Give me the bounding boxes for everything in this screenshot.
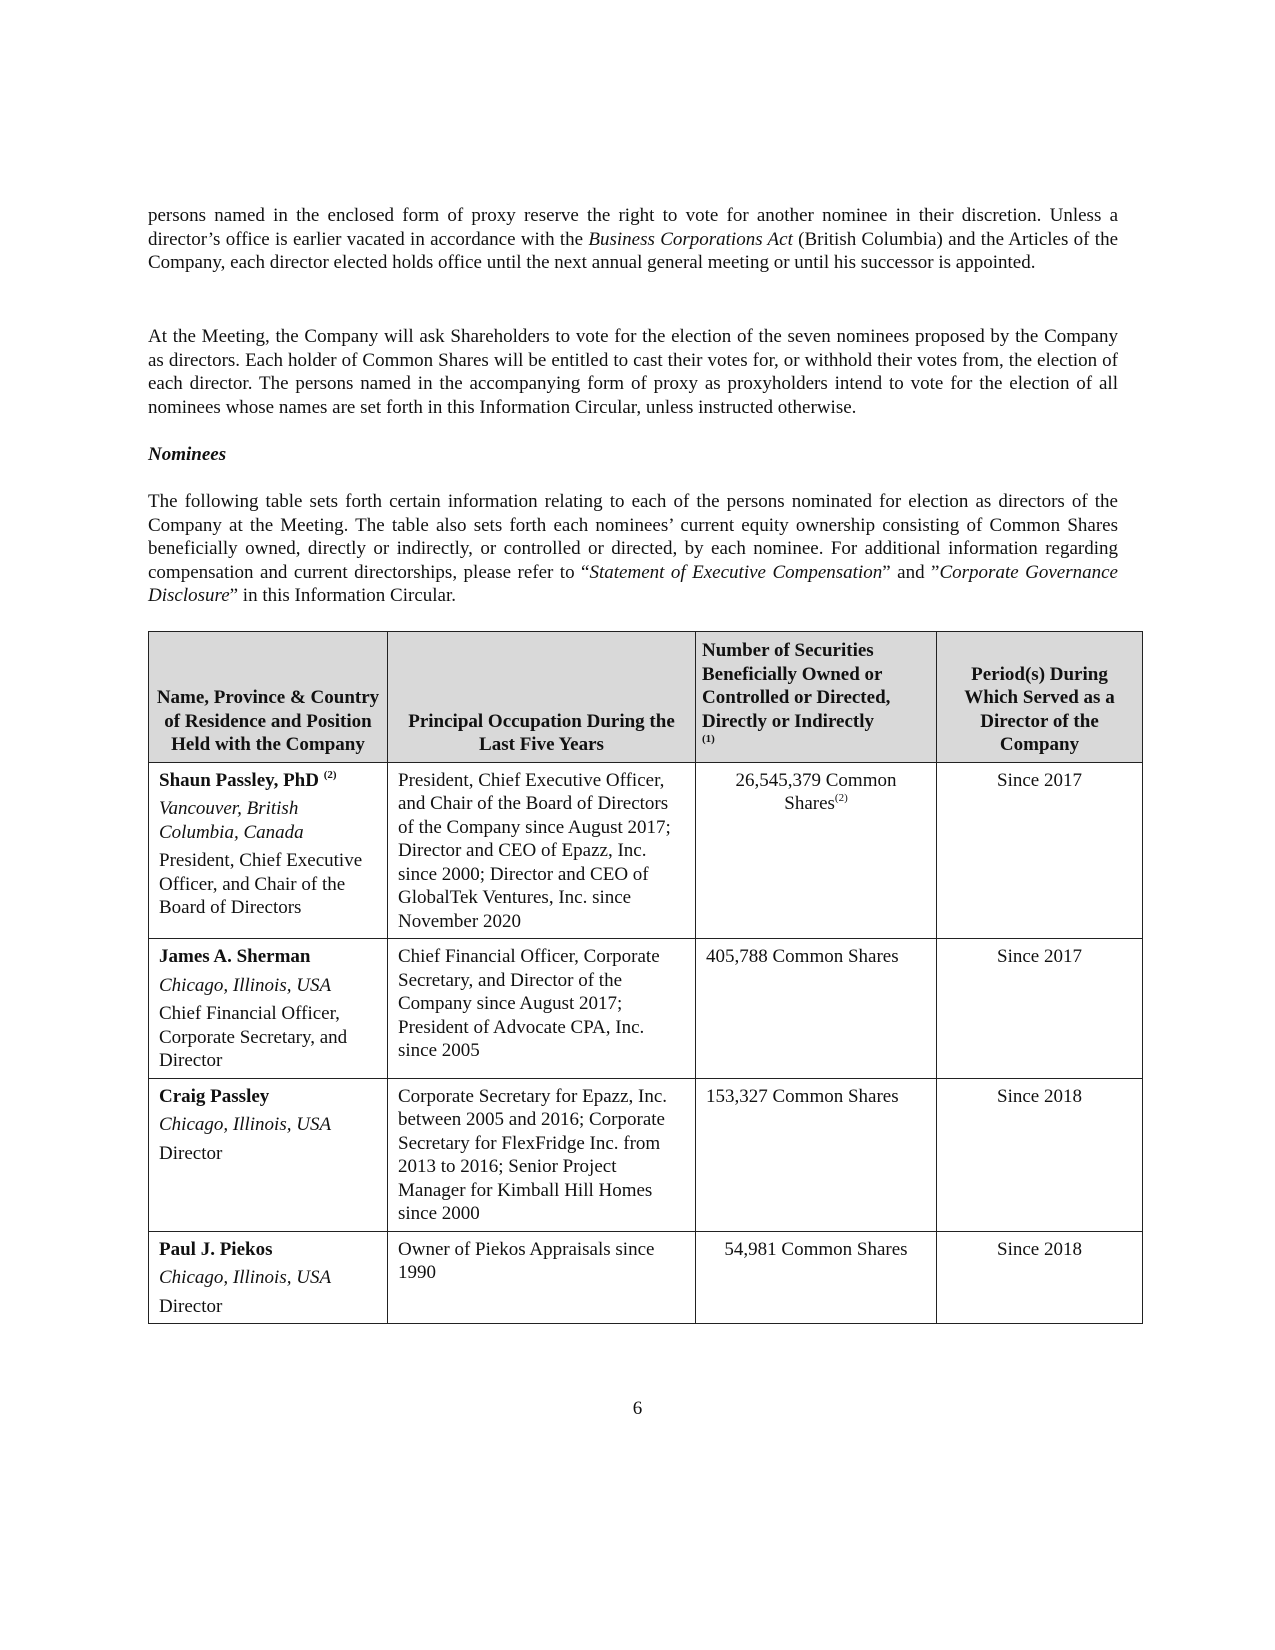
header-line-text: Directly or Indirectly	[702, 710, 875, 732]
paragraph-text: persons named in the enclosed form of proxy reserve the right to vote for another nominee in their discretion. Unless a director’s office is earlier vacated in accordance with the	[148, 205, 1118, 250]
securities-cell: 54,981 Common Shares	[696, 1231, 937, 1324]
occupation-cell: President, Chief Executive Officer, and Chair of the Board of Directors of the Company since August 2017; Director and CEO of Epazz, Inc. since 2000; Director and CEO of GlobalTek Ventures, Inc. since November 2020	[388, 762, 696, 939]
table-row	[149, 939, 1143, 1079]
paragraph-text: ” in this Information Circular.	[229, 585, 456, 606]
paragraph-text: ” and ”	[882, 561, 940, 583]
securities-cell	[696, 762, 937, 939]
header-line	[702, 710, 930, 757]
occupation-cell: Owner of Piekos Appraisals since 1990	[388, 1231, 696, 1324]
table-row	[149, 1078, 1143, 1231]
header-line: Controlled or Directed,	[702, 687, 891, 708]
period-cell: Since 2017	[937, 939, 1143, 1079]
reference-title: Corporate Governance Disclosure	[148, 561, 1118, 606]
nominee-position: Chief Financial Officer, Corporate Secretary, and Director	[159, 1003, 348, 1071]
page-number: 6	[632, 1398, 643, 1419]
table-row	[149, 762, 1143, 939]
header-name: Name, Province & Country of Residence and Position Held with the Company	[149, 632, 388, 763]
paragraph-text: The following table sets forth certain information relating to each of the persons nominated for election as directors of the Company at the Meeting. The table also sets forth each nominees’ current equity ownership consisting of Common Shares beneficially owned, directly or indirectly, or controlled or directed, by each nominee. For additional information regarding compensation and current directorships, please refer to “	[148, 491, 1118, 583]
nominee-name: Craig Passley	[159, 1085, 270, 1107]
header-line: Number of Securities	[702, 640, 874, 661]
nominee-residence: Chicago, Illinois, USA	[159, 974, 332, 996]
section-heading-nominees: Nominees	[148, 444, 227, 465]
nominee-cell	[149, 1078, 388, 1231]
table-row	[149, 1231, 1143, 1324]
nominee-residence: Vancouver, British Columbia, Canada	[159, 798, 304, 843]
reference-title: Statement of Executive Compensation	[589, 561, 883, 583]
securities-cell: 153,327 Common Shares	[696, 1078, 937, 1231]
nominee-position: Director	[159, 1142, 223, 1164]
header-line: Beneficially Owned or	[702, 663, 883, 685]
paragraph-table-intro	[148, 490, 1118, 608]
paragraph-proxy-discretion	[148, 204, 1118, 275]
table-header-row	[149, 632, 1143, 763]
header-securities	[696, 632, 937, 763]
header-period: Period(s) During Which Served as a Director of the Company	[937, 632, 1143, 763]
paragraph-text: (British Columbia) and the Articles of the Company, each director elected holds office until the next annual general meeting or until his successor is appointed.	[148, 228, 1119, 273]
occupation-cell: Corporate Secretary for Epazz, Inc. between 2005 and 2016; Corporate Secretary for FlexFridge Inc. from 2013 to 2016; Senior Project Manager for Kimball Hill Homes since 2000	[388, 1078, 696, 1231]
occupation-cell: Chief Financial Officer, Corporate Secretary, and Director of the Company since August 2017; President of Advocate CPA, Inc. since 2005	[388, 939, 696, 1079]
nominee-position: Director	[159, 1295, 223, 1317]
nominee-residence: Chicago, Illinois, USA	[159, 1114, 332, 1135]
nominee-name	[159, 769, 377, 793]
footnote-ref: (2)	[323, 768, 337, 781]
nominee-position: President, Chief Executive Officer, and Chair of the Board of Directors	[159, 850, 363, 918]
nominees-table	[148, 631, 1143, 1324]
nominee-name-text: Shaun Passley, PhD	[159, 769, 319, 791]
nominee-cell	[149, 1231, 388, 1324]
nominee-name: James A. Sherman	[159, 946, 311, 967]
period-cell: Since 2018	[937, 1078, 1143, 1231]
act-title: Business Corporations Act	[588, 228, 793, 250]
securities-cell: 405,788 Common Shares	[696, 939, 937, 1079]
header-occupation: Principal Occupation During the Last Five Years	[388, 632, 696, 763]
nominee-cell	[149, 762, 388, 939]
nominee-residence: Chicago, Illinois, USA	[159, 1267, 332, 1288]
nominee-cell	[149, 939, 388, 1079]
period-cell: Since 2017	[937, 762, 1143, 939]
nominee-name: Paul J. Piekos	[159, 1238, 273, 1260]
securities-text: 26,545,379 Common Shares	[735, 769, 897, 814]
footnote-ref: (1)	[702, 733, 715, 745]
period-cell: Since 2018	[937, 1231, 1143, 1324]
paragraph-meeting-vote: At the Meeting, the Company will ask Shareholders to vote for the election of the seven nominees proposed by the Company as directors. Each holder of Common Shares will be entitled to cast their votes for, or withhold their votes from, the election of each director. The persons named in the accompanying form of proxy as proxyholders intend to vote for the election of all nominees whose names are set forth in this Information Circular, unless instructed otherwise.	[148, 326, 1118, 418]
footnote-ref: (2)	[834, 792, 848, 804]
